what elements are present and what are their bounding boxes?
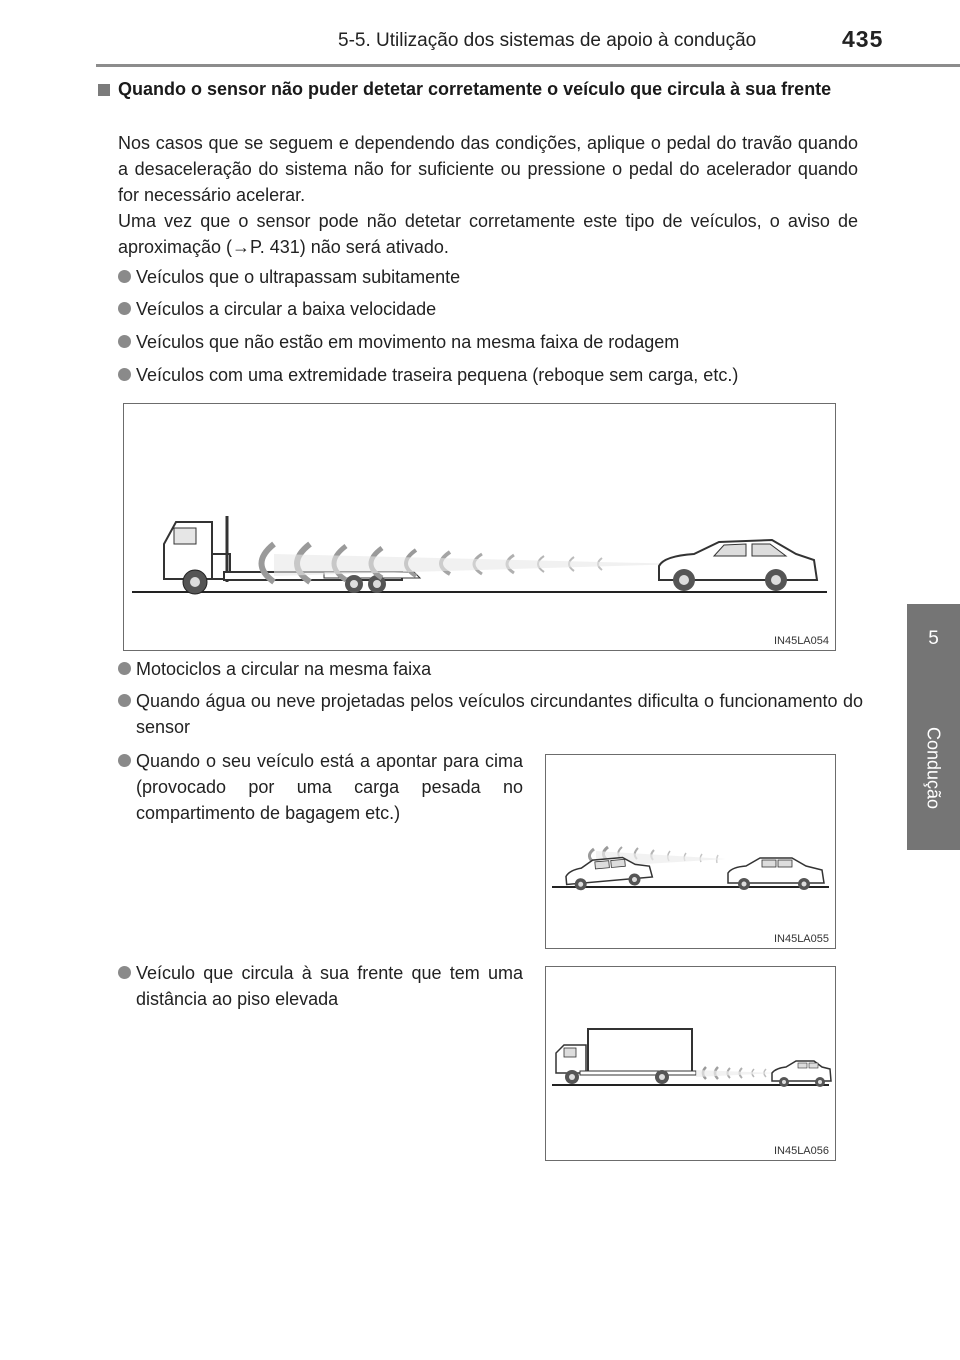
bullet-icon: [118, 270, 131, 283]
list-item: [118, 960, 523, 1012]
paragraph-text-1: Nos casos que se seguem e dependendo das condições, aplique o pedal do travão quando a desaceleração do sistema não for suficiente ou pressione o pedal do acelerador quando for necessário acelerar.: [118, 133, 858, 205]
truck-illustration: [546, 967, 835, 1160]
paragraph-text-2: Uma vez que o sensor pode não detetar corretamente este tipo de veículos, o aviso de aproximação (→P. 431) não será ativado.: [118, 211, 858, 257]
figure-empty-trailer: [123, 403, 836, 651]
list-item-text: Veículos com uma extremidade traseira pequena (reboque sem carga, etc.): [136, 365, 739, 385]
list-item-text: Motociclos a circular na mesma faixa: [136, 659, 432, 679]
trailer-illustration: [124, 404, 835, 650]
bullet-icon: [118, 754, 131, 767]
bullet-icon: [118, 302, 131, 315]
bullet-icon: [118, 662, 131, 675]
bullet-icon: [118, 368, 131, 381]
list-item: [118, 296, 863, 322]
figure-high-clearance-truck: [545, 966, 836, 1161]
list-item-text: Veículo que circula à sua frente que tem uma distância ao piso elevada: [136, 963, 523, 1009]
list-item-text: Veículos que não estão em movimento na mesma faixa de rodagem: [136, 332, 680, 352]
bullet-icon: [118, 694, 131, 707]
list-item-text: Veículos que o ultrapassam subitamente: [136, 267, 461, 287]
figure-code: IN45LA055: [773, 933, 829, 945]
list-item: [118, 329, 863, 355]
list-item-text: Veículos a circular a baixa velocidade: [136, 299, 437, 319]
chapter-label: Condução: [923, 726, 944, 810]
list-item: [118, 656, 863, 682]
list-item: [118, 688, 863, 740]
square-bullet-icon: [98, 84, 110, 96]
incline-illustration: [546, 755, 835, 948]
list-item-text: Quando o seu veículo está a apontar para cima (provocado por uma carga pesada no compartimento de bagagem etc.): [136, 751, 523, 823]
body-paragraph: [118, 130, 858, 260]
figure-code: IN45LA056: [773, 1145, 829, 1157]
figure-vehicle-incline: [545, 754, 836, 949]
bullet-icon: [118, 335, 131, 348]
chapter-number: 5: [928, 628, 939, 649]
list-item: [118, 362, 863, 388]
header-rule: [96, 64, 960, 67]
chapter-label-tab: [907, 686, 960, 850]
header-title: 5-5. Utilização dos sistemas de apoio à condução: [338, 30, 757, 51]
figure-code: IN45LA054: [773, 635, 829, 647]
section-heading: Quando o sensor não puder detetar corretamente o veículo que circula à sua frente: [118, 79, 832, 99]
page-number: 435: [842, 26, 884, 52]
bullet-icon: [118, 966, 131, 979]
list-item: [118, 264, 863, 290]
list-item: [118, 748, 523, 826]
list-item-text: Quando água ou neve projetadas pelos veículos circundantes dificulta o funcionamento do sensor: [136, 691, 863, 737]
